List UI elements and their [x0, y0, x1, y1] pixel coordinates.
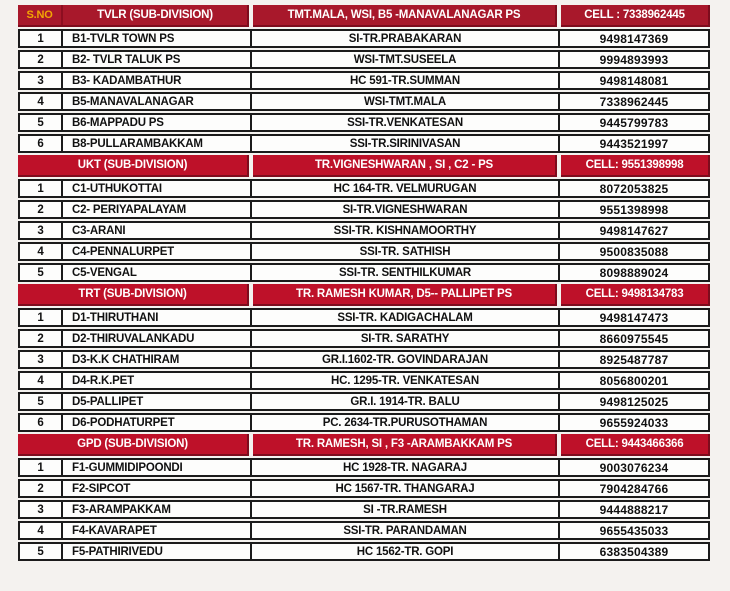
table-row: [18, 179, 710, 198]
serial-number: 4: [20, 373, 63, 388]
officer-name: WSI-TMT.MALA: [252, 94, 560, 109]
officer-name: SI-TR. SARATHY: [252, 331, 560, 346]
serial-number: 5: [20, 115, 63, 130]
phone-number: 9498125025: [599, 394, 669, 409]
station-name: D3-K.K CHATHIRAM: [63, 352, 252, 367]
division-header-segment: [18, 284, 249, 306]
table-row: [18, 71, 710, 90]
serial-number: 3: [20, 352, 63, 367]
table-row: [18, 134, 710, 153]
station-name: B1-TVLR TOWN PS: [63, 31, 252, 46]
station-name: D6-PODHATURPET: [63, 415, 252, 430]
officer-name: SSI-TR. KISHNAMOORTHY: [252, 223, 560, 238]
table-row: [18, 479, 710, 498]
serial-number: 3: [20, 223, 63, 238]
station-name: C5-VENGAL: [63, 265, 252, 280]
phone-number: 9003076234: [599, 460, 669, 475]
serial-number: 1: [20, 310, 63, 325]
phone-number: 9655435033: [599, 523, 669, 538]
serial-number: 6: [20, 136, 63, 151]
phone-number: 9443521997: [599, 136, 669, 151]
division-header-label: TVLR (SUB-DIVISION): [97, 9, 213, 21]
table-row: [18, 458, 710, 477]
station-name: D2-THIRUVALANKADU: [63, 331, 252, 346]
table-row: [18, 521, 710, 540]
serial-number: 1: [20, 31, 63, 46]
officer-name: PC. 2634-TR.PURUSOTHAMAN: [252, 415, 560, 430]
cell-number-header-label: CELL: 9498134783: [561, 284, 710, 306]
table-row: [18, 308, 710, 327]
division-header-label: GPD (SUB-DIVISION): [77, 438, 188, 450]
phone-number: 9655924033: [599, 415, 669, 430]
phone-number: 6383504389: [599, 544, 669, 559]
division-header-label: UKT (SUB-DIVISION): [77, 159, 188, 171]
officer-name: HC 1928-TR. NAGARAJ: [252, 460, 560, 475]
phone-number: 9498147627: [599, 223, 669, 238]
serial-number: 5: [20, 265, 63, 280]
table-row: [18, 500, 710, 519]
officer-name: HC 164-TR. VELMURUGAN: [252, 181, 560, 196]
section-header-row: [18, 5, 710, 27]
table-row: [18, 350, 710, 369]
section-header-row: [18, 284, 710, 306]
table-row: [18, 113, 710, 132]
serial-number: 6: [20, 415, 63, 430]
table-row: [18, 542, 710, 561]
incharge-header-label: TMT.MALA, WSI, B5 -MANAVALANAGAR PS: [253, 5, 557, 27]
table-row: [18, 392, 710, 411]
section-header-row: [18, 155, 710, 177]
phone-number: 7338962445: [599, 94, 669, 109]
section-header-row: [18, 434, 710, 456]
station-name: C2- PERIYAPALAYAM: [63, 202, 252, 217]
station-name: B3- KADAMBATHUR: [63, 73, 252, 88]
officer-name: SI -TR.RAMESH: [252, 502, 560, 517]
division-header-label: TRT (SUB-DIVISION): [78, 288, 187, 300]
officer-name: HC 1567-TR. THANGARAJ: [252, 481, 560, 496]
station-name: C3-ARANI: [63, 223, 252, 238]
cell-number-header-label: CELL: 9551398998: [561, 155, 710, 177]
officer-name: WSI-TMT.SUSEELA: [252, 52, 560, 67]
sub-division-section: [18, 155, 710, 282]
sub-division-section: [18, 284, 710, 432]
table-row: [18, 242, 710, 261]
officer-name: SSI-TR. KADIGACHALAM: [252, 310, 560, 325]
serial-number: 2: [20, 481, 63, 496]
officer-name: SSI-TR.SIRINIVASAN: [252, 136, 560, 151]
table-row: [18, 371, 710, 390]
serial-number: 1: [20, 460, 63, 475]
division-header-segment: [18, 434, 249, 456]
table-row: [18, 329, 710, 348]
division-header-segment: [18, 5, 249, 27]
sub-division-section: [18, 434, 710, 561]
phone-number: 8660975545: [599, 331, 669, 346]
phone-number: 8072053825: [599, 181, 669, 196]
phone-number: 9994893993: [599, 52, 669, 67]
table-row: [18, 50, 710, 69]
serial-number: 4: [20, 94, 63, 109]
station-name: B8-PULLARAMBAKKAM: [63, 136, 252, 151]
table-row: [18, 200, 710, 219]
serial-number: 2: [20, 331, 63, 346]
station-name: D1-THIRUTHANI: [63, 310, 252, 325]
officer-name: SSI-TR. SENTHILKUMAR: [252, 265, 560, 280]
officer-name: HC 1562-TR. GOPI: [252, 544, 560, 559]
station-name: F3-ARAMPAKKAM: [63, 502, 252, 517]
officer-name: SSI-TR.VENKATESAN: [252, 115, 560, 130]
sub-division-section: [18, 5, 710, 153]
cell-number-header-label: CELL : 7338962445: [561, 5, 710, 27]
serial-number: 3: [20, 73, 63, 88]
station-name: F2-SIPCOT: [63, 481, 252, 496]
station-name: B5-MANAVALANAGAR: [63, 94, 252, 109]
table-row: [18, 29, 710, 48]
officer-name: GR.I.1602-TR. GOVINDARAJAN: [252, 352, 560, 367]
incharge-header-label: TR.VIGNESHWARAN , SI , C2 - PS: [253, 155, 557, 177]
officer-name: SI-TR.VIGNESHWARAN: [252, 202, 560, 217]
phone-number: 9444888217: [599, 502, 669, 517]
cell-number-header-label: CELL: 9443466366: [561, 434, 710, 456]
serial-number: 5: [20, 394, 63, 409]
phone-number: 9551398998: [599, 202, 669, 217]
station-name: B2- TVLR TALUK PS: [63, 52, 252, 67]
serial-number: 4: [20, 244, 63, 259]
table-row: [18, 221, 710, 240]
sno-column-header: S.NO: [18, 5, 63, 25]
station-name: C1-UTHUKOTTAI: [63, 181, 252, 196]
station-name: D4-R.K.PET: [63, 373, 252, 388]
serial-number: 1: [20, 181, 63, 196]
officer-name: HC 591-TR.SUMMAN: [252, 73, 560, 88]
phone-number: 9498147369: [599, 31, 669, 46]
phone-number: 8098889024: [599, 265, 669, 280]
officer-name: GR.I. 1914-TR. BALU: [252, 394, 560, 409]
station-name: F4-KAVARAPET: [63, 523, 252, 538]
phone-number: 8925487787: [599, 352, 669, 367]
phone-number: 9445799783: [599, 115, 669, 130]
phone-number: 9498148081: [599, 73, 669, 88]
phone-number: 9498147473: [599, 310, 669, 325]
officer-name: SSI-TR. SATHISH: [252, 244, 560, 259]
phone-number: 8056800201: [599, 373, 669, 388]
table-row: [18, 92, 710, 111]
station-name: B6-MAPPADU PS: [63, 115, 252, 130]
officer-name: SSI-TR. PARANDAMAN: [252, 523, 560, 538]
station-name: F1-GUMMIDIPOONDI: [63, 460, 252, 475]
officer-name: HC. 1295-TR. VENKATESAN: [252, 373, 560, 388]
station-name: C4-PENNALURPET: [63, 244, 252, 259]
incharge-header-label: TR. RAMESH KUMAR, D5-- PALLIPET PS: [253, 284, 557, 306]
serial-number: 5: [20, 544, 63, 559]
serial-number: 2: [20, 52, 63, 67]
table-row: [18, 413, 710, 432]
phone-number: 7904284766: [599, 481, 669, 496]
serial-number: 3: [20, 502, 63, 517]
incharge-header-label: TR. RAMESH, SI , F3 -ARAMBAKKAM PS: [253, 434, 557, 456]
station-name: D5-PALLIPET: [63, 394, 252, 409]
phone-number: 9500835088: [599, 244, 669, 259]
division-header-segment: [18, 155, 249, 177]
table-row: [18, 263, 710, 282]
station-name: F5-PATHIRIVEDU: [63, 544, 252, 559]
serial-number: 2: [20, 202, 63, 217]
serial-number: 4: [20, 523, 63, 538]
officer-name: SI-TR.PRABAKARAN: [252, 31, 560, 46]
police-contact-table: [18, 5, 710, 561]
